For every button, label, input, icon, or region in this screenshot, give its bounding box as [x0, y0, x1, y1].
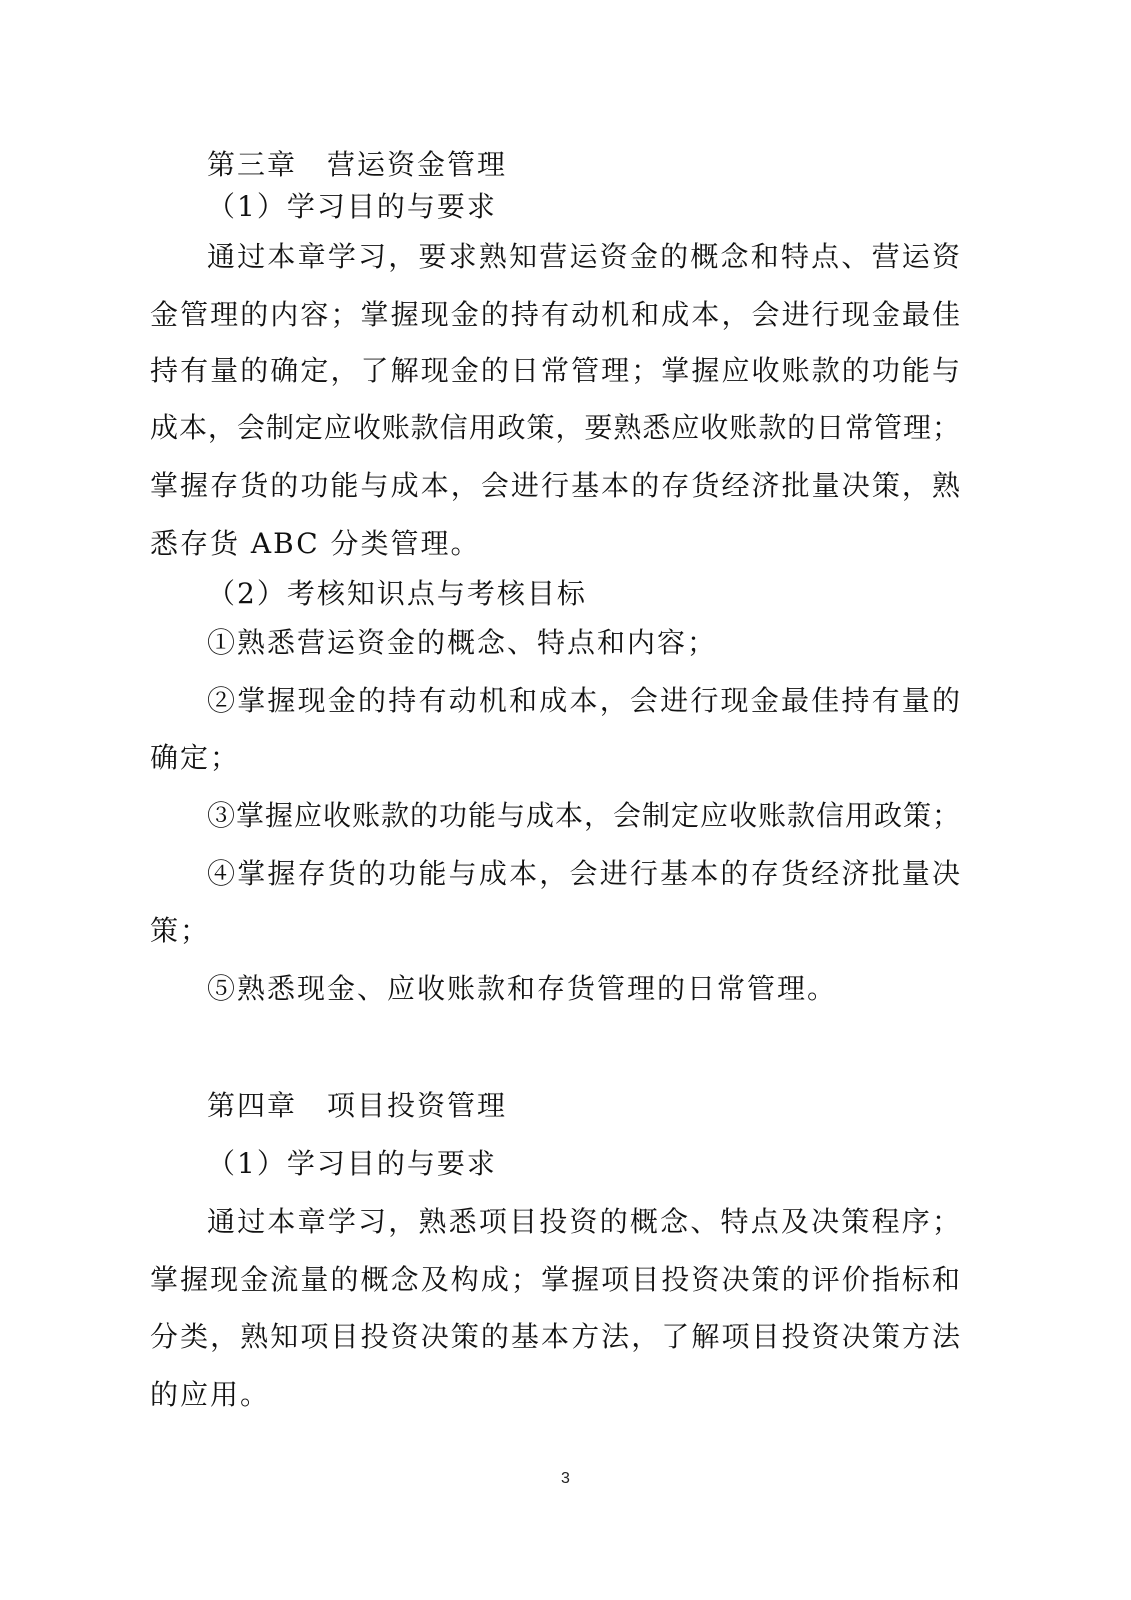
chapter-4-paragraph-line: 的应用。	[150, 1378, 271, 1411]
chapter-4-paragraph-line: 通过本章学习，熟悉项目投资的概念、特点及决策程序；	[207, 1205, 960, 1238]
chapter-3-item-2-line-2: 确定；	[150, 741, 241, 774]
chapter-3-paragraph-line: 持有量的确定，了解现金的日常管理；掌握应收账款的功能与	[150, 354, 960, 387]
page-number: 3	[561, 1470, 570, 1487]
chapter-3-section-2-title: （2）考核知识点与考核目标	[207, 577, 587, 610]
chapter-4-heading: 第四章 项目投资管理	[207, 1089, 508, 1122]
chapter-3-item-4-line-2: 策；	[150, 914, 211, 947]
chapter-3-item-3: ③掌握应收账款的功能与成本，会制定应收账款信用政策；	[207, 799, 960, 832]
chapter-3-paragraph-line: 掌握存货的功能与成本，会进行基本的存货经济批量决策，熟	[150, 469, 960, 502]
chapter-3-item-5: ⑤熟悉现金、应收账款和存货管理的日常管理。	[207, 972, 838, 1005]
chapter-4-section-1-title: （1）学习目的与要求	[207, 1147, 497, 1180]
chapter-3-item-4-line-1: ④掌握存货的功能与成本，会进行基本的存货经济批量决	[207, 857, 960, 890]
chapter-3-item-1: ①熟悉营运资金的概念、特点和内容；	[207, 626, 718, 659]
chapter-3-paragraph-line: 成本，会制定应收账款信用政策，要熟悉应收账款的日常管理；	[150, 411, 960, 444]
chapter-3-section-1-title: （1）学习目的与要求	[207, 190, 497, 223]
chapter-3-paragraph-line: 悉存货 ABC 分类管理。	[150, 527, 481, 560]
chapter-3-paragraph-line: 通过本章学习，要求熟知营运资金的概念和特点、营运资	[207, 240, 960, 273]
chapter-4-paragraph-line: 分类，熟知项目投资决策的基本方法，了解项目投资决策方法	[150, 1320, 960, 1353]
chapter-4-paragraph-line: 掌握现金流量的概念及构成；掌握项目投资决策的评价指标和	[150, 1263, 960, 1296]
chapter-3-item-2-line-1: ②掌握现金的持有动机和成本，会进行现金最佳持有量的	[207, 684, 960, 717]
chapter-3-heading: 第三章 营运资金管理	[207, 148, 508, 181]
chapter-3-paragraph-line: 金管理的内容；掌握现金的持有动机和成本，会进行现金最佳	[150, 298, 960, 331]
